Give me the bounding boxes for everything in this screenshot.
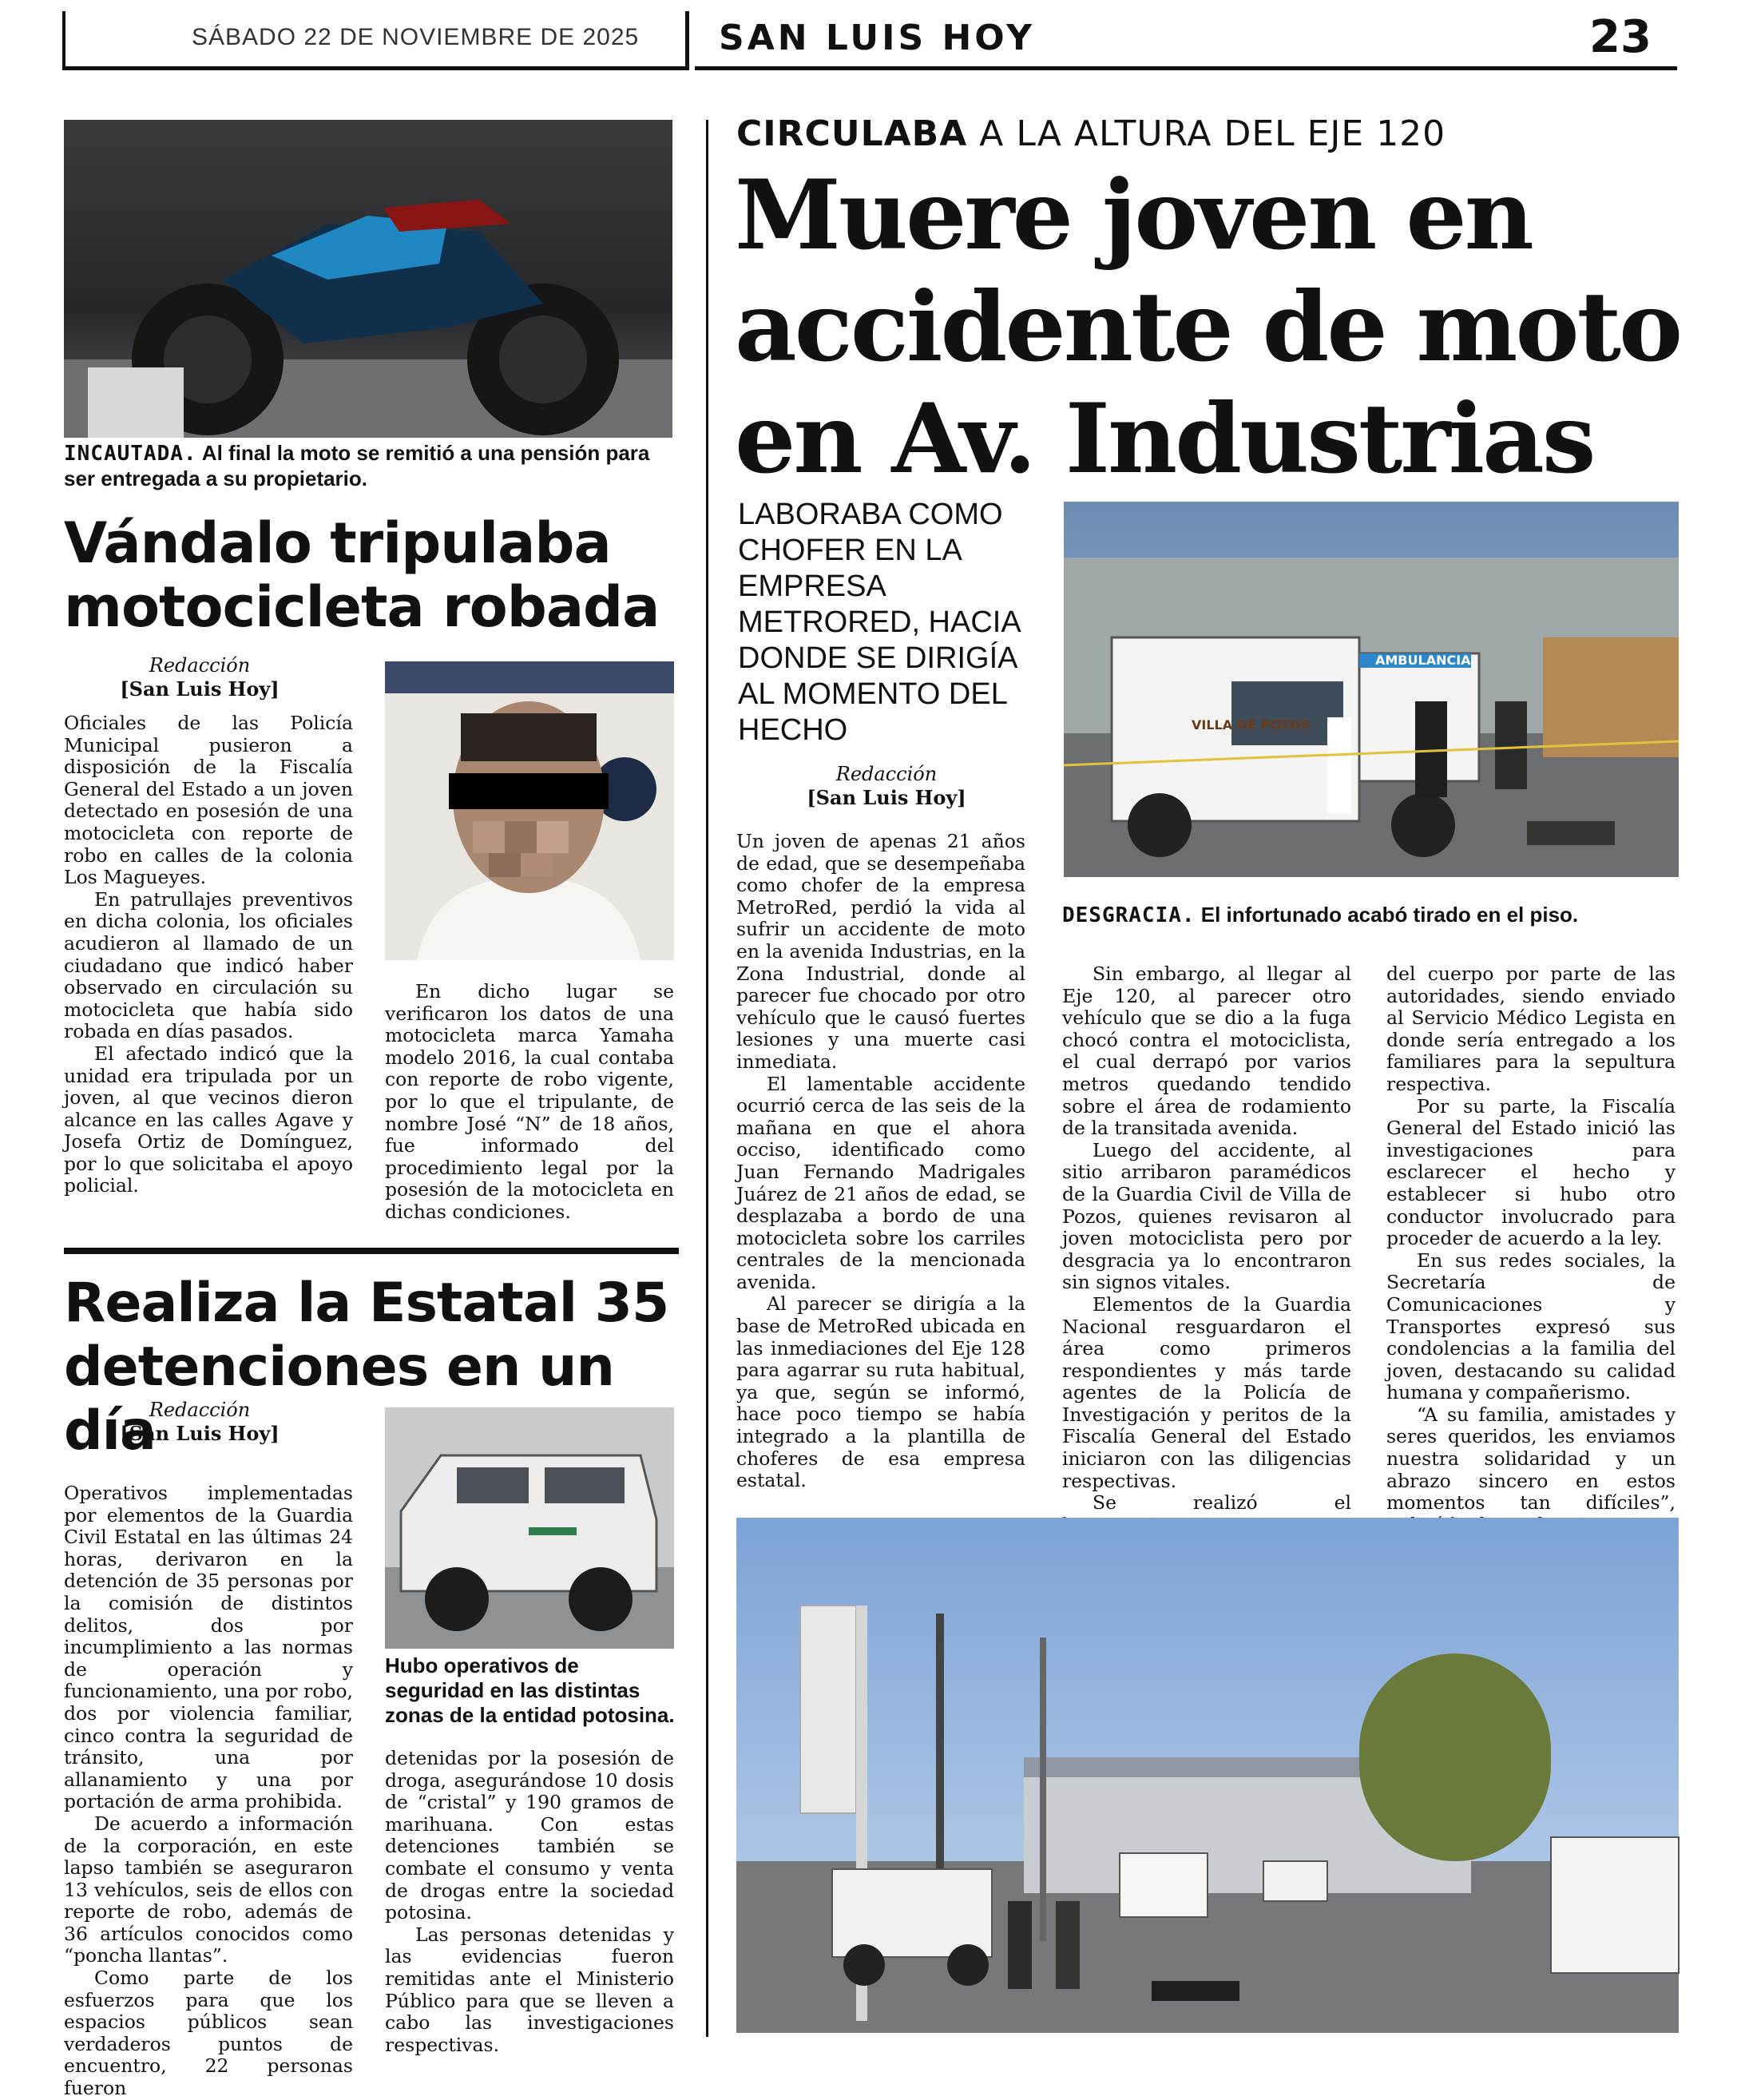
motorcycle-photo xyxy=(64,120,672,438)
deck: LABORABA COMO CHOFER EN LA EMPRESA METRORED, HACIA DONDE SE DIRIGÍA AL MOMENTO DEL HECHO xyxy=(738,498,1020,747)
byline-name: Redacción xyxy=(149,1399,251,1421)
estatal-column-1 xyxy=(64,1483,353,2100)
paragraph: Como parte de los esfuerzos para que los espacios públicos sean verdaderos puntos de encuentro, 22 personas fueron xyxy=(64,1967,353,2100)
caption-lead: INCAUTADA. xyxy=(64,442,197,466)
paragraph: En sus redes sociales, la Secretaría de Comunicaciones y Transportes expresó sus condolencias a la familia del joven, destacando su calidad humana y compañerismo. xyxy=(1386,1248,1676,1404)
main-headline: Muere joven en accidente de moto en Av. Industrias xyxy=(735,159,1681,495)
paragraph: Al parecer se dirigía a la base de MetroRed ubicada en las inmediaciones del Eje 128 para agarrar su ruta habitual, ya que, según se informó, hace poco tiempo se había integrado a la plantilla de choferes de esa empresa estatal. xyxy=(736,1292,1025,1492)
byline-name: Redacción xyxy=(835,763,938,785)
byline xyxy=(64,653,335,701)
paragraph: Oficiales de las Policía Municipal pusieron a disposición de la Fiscalía General del Estado a un joven detectado en posesión de una motocicleta con reporte de robo en calles de la colonia Los Magueyes. xyxy=(64,712,353,889)
guardia-photo-caption: Hubo operativos de seguridad en las distintas zonas de la entidad potosina. xyxy=(385,1653,675,1727)
paragraph: De acuerdo a información de la corporación, en este lapso también se aseguraron 13 vehículos, seis de ellos con reporte de robo, además de 36 artículos conocidos como “poncha llantas”. xyxy=(64,1812,353,1967)
kicker-rest: A LA ALTURA DEL EJE 120 xyxy=(967,113,1446,154)
story-separator xyxy=(64,1248,679,1254)
column-divider xyxy=(706,120,708,2037)
paragraph: Las personas detenidas y las evidencias fueron remitidas ante el Ministerio Público para que se lleven a cabo las investigaciones respectivas. xyxy=(385,1923,674,2056)
suspect-photo xyxy=(385,661,674,960)
ambulance-photo-caption xyxy=(1062,903,1685,928)
paragraph: En dicho lugar se verificaron los datos de una motocicleta marca Yamaha modelo 2016, la cual contaba con reporte de robo vigente, por lo que el tripulante, de nombre José “N” de 18 años, fue informado del procedimiento legal por la posesión de la motocicleta en dichas condiciones. xyxy=(385,980,674,1223)
main-column-2 xyxy=(1062,963,1351,1536)
ambulance-text: AMBULANCIA xyxy=(1375,653,1471,668)
headline-estatal: Realiza la Estatal 35 detenciones en un día xyxy=(64,1272,669,1463)
guardia-vehicle-photo xyxy=(385,1407,674,1649)
main-column-1 xyxy=(736,831,1025,1492)
page-number: 23 xyxy=(1589,11,1652,63)
byline-org: [San Luis Hoy] xyxy=(120,1422,280,1445)
kicker xyxy=(736,113,1446,154)
paragraph: El afectado indicó que la unidad era tripulada por un joven, al que vecinos dieron alcance en las calles Agave y Josefa Ortiz de Domínguez, por lo que solicitaba el apoyo policial. xyxy=(64,1042,353,1197)
byline-name: Redacción xyxy=(149,654,251,677)
paragraph: Un joven de apenas 21 años de edad, que se desempeñaba como chofer de la empresa MetroRed, perdió la vida al sufrir un accidente de moto en la avenida Industrias, en la Zona Industrial, donde al parecer fue chocado por otro vehículo que le causó fuertes lesiones y una muerte casi inmediata. xyxy=(736,830,1025,1073)
main-column-3 xyxy=(1386,963,1676,1536)
section-name: POLICÍA xyxy=(1318,21,1459,56)
caption-text: Al final la moto se remitió a una pensión para ser entregada a su propietario. xyxy=(64,441,650,490)
paragraph: Se realizó el xyxy=(1093,1491,1351,1514)
vandalo-column-2 xyxy=(385,981,674,1224)
accident-scene-photo xyxy=(736,1518,1679,2033)
byline xyxy=(735,762,1038,810)
headline-vandalo: Vándalo tripulaba motocicleta robada xyxy=(64,510,660,640)
vandalo-column-1 xyxy=(64,713,353,1197)
paragraph: detenidas por la posesión de droga, asegurándose 10 dosis de “cristal” y 190 gramos de marihuana. Con estas detenciones también se combate el consumo y venta de drogas entre la sociedad potosina. xyxy=(385,1747,674,1924)
byline-org: [San Luis Hoy] xyxy=(807,786,966,809)
caption-lead: DESGRACIA. xyxy=(1062,903,1196,927)
paragraph: Sin embargo, al llegar al Eje 120, al parecer otro vehículo que se dio a la fuga chocó contra el motociclista, el cual derrapó por varios metros quedando tendido sobre el área de rodamiento de la transitada avenida. xyxy=(1062,963,1351,1140)
kicker-bold: CIRCULABA xyxy=(736,113,968,154)
byline xyxy=(64,1398,335,1446)
paragraph: En patrullajes preventivos en dicha colonia, los oficiales acudieron al llamado de un ciudadano que indicó haber observado en circulación su motocicleta que había sido robada en días pasados. xyxy=(64,887,353,1043)
paragraph: Por su parte, la Fiscalía General del Estado inició las investigaciones para esclarecer el hecho y establecer si hubo otro conductor involucrado para proceder de acuerdo a la ley. xyxy=(1386,1094,1676,1250)
newspaper-name: SAN LUIS HOY xyxy=(719,18,1035,58)
estatal-column-2 xyxy=(385,1748,674,2056)
byline-org: [San Luis Hoy] xyxy=(120,677,280,701)
ambulance-logo: VILLA DE POZOS xyxy=(1192,717,1311,732)
motorcycle-photo-caption xyxy=(64,441,679,491)
paragraph: “A su familia, amistades y seres queridos, les enviamos nuestra solidaridad y un abrazo sincero en estos momentos tan difíciles”, xyxy=(1386,1403,1676,1514)
paragraph: Elementos de la Guardia Nacional resguardaron el área como primeros respondientes y más tarde agentes de la Policía de Investigación y peritos de la Fiscalía General del Estado iniciaron con las diligencias respectivas. xyxy=(1062,1292,1351,1492)
paragraph: Luego del accidente, al sitio arribaron paramédicos de la Guardia Civil de Villa de Pozos, quienes revisaron al joven motociclista pero por desgracia ya lo encontraron sin signos vitales. xyxy=(1062,1138,1351,1294)
masthead-divider xyxy=(685,11,689,70)
issue-date: SÁBADO 22 DE NOVIEMBRE DE 2025 xyxy=(192,24,640,50)
paragraph: El lamentable accidente ocurrió cerca de las seis de la mañana en que el ahora occiso, identificado como Juan Fernando Madrigales Juárez de 21 años de edad, se desplazaba a bordo de una motocicleta sobre los carriles centrales de la mencionada avenida. xyxy=(736,1072,1025,1293)
ambulance-photo xyxy=(1064,502,1679,877)
paragraph: del cuerpo por parte de las autoridades, siendo enviado al Servicio Médico Legista en donde sería entregado a los familiares para la sepultura respectiva. xyxy=(1386,963,1676,1095)
paragraph: Operativos implementadas por elementos de la Guardia Civil Estatal en las últimas 24 horas, derivaron en la detención de 35 personas por la comisión de distintos delitos, dos por incumplimiento a las normas de operación y funcionamiento, una por robo, dos por violencia familiar, cinco contra la seguridad de tránsito, una por allanamiento y una por portación de arma prohibida. xyxy=(64,1482,354,1813)
caption-text: El infortunado acabó tirado en el piso. xyxy=(1195,903,1579,927)
